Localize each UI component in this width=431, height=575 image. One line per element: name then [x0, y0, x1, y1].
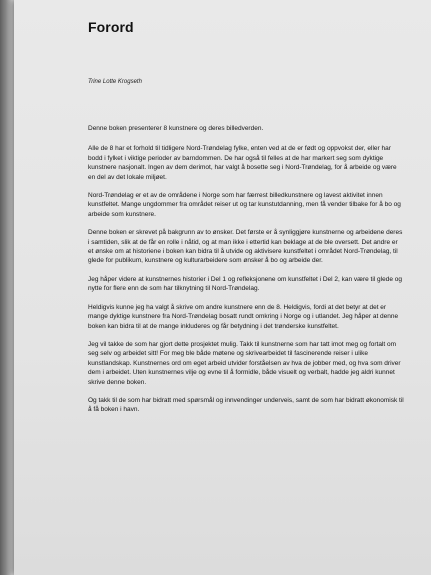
page-title: Forord: [88, 19, 134, 35]
paragraph: Denne boken presenterer 8 kunstnere og deres billedverden.: [88, 125, 264, 132]
paragraph: Denne boken er skrevet på bakgrunn av to ønsker. Det første er å synliggjøre kunstnerne og arbeidene deres i samtiden, slik at de får en rolle i nåtid, og at man ikke i ettertid kan beklage at de ble oversett. Det andre er et ønske om at historiene i boken kan bidra til å utvide og aktivisere kunstfeltet i området Nord-Trøndelag, til glede for publikum, kunstnere og kulturarbeidere som ønsker å bo og arbeide der.: [88, 229, 403, 265]
book-page: [14, 0, 431, 575]
body-text: [88, 124, 404, 424]
paragraph: Jeg håper videre at kunstnernes historier i Del 1 og refleksjonene om kunstfeltet i Del 2, kan være til glede og nytte for flere enn de som har tilknytning til Nord-Trøndelag.: [88, 275, 402, 293]
paragraph: Heldigvis kunne jeg ha valgt å skrive om andre kunstnere enn de 8. Heldigvis, fordi at det betyr at det er mange dyktige kunstnere fra Nord-Trøndelag bosatt rundt omkring i Norge og i utlandet. Jeg håper at denne boken kan bidra til at de mange inkluderes og får betydning i det trønderske kunstfeltet.: [88, 303, 399, 330]
paragraph: Og takk til de som har bidratt med spørsmål og innvendinger underveis, samt de som har bidratt økonomisk til å få boken i havn.: [88, 396, 404, 414]
paragraph: Jeg vil takke de som har gjort dette prosjektet mulig. Takk til kunstnerne som har tatt imot meg og fortalt om seg selv og arbeidet sitt! For meg ble både møtene og skrivearbeidet til fascinerende reiser i ulike kunstlandskap. Kunstnernes ord om eget arbeid utvider forståelsen av hva de jobber med, og hva som driver dem i arbeidet. Uten kunstnernes vilje og evne til å formidle, både visuelt og verbalt, hadde jeg aldri kunnet skrive denne boken.: [88, 340, 401, 386]
paragraph: Alle de 8 har et forhold til tidligere Nord-Trøndelag fylke, enten ved at de er født og oppvokst der, eller har bodd i fylket i viktige perioder av barndommen. De har også til felles at de har markert seg som dyktige kunstnere nasjonalt. Ingen av dem derimot, har valgt å bosette seg i Nord-Trøndelag, for å arbeide og være en del av det lokale miljøet.: [88, 145, 397, 181]
author-name: Trine Lotte Krogseth: [88, 79, 142, 85]
paragraph: Nord-Trøndelag er et av de områdene i Norge som har færrest billedkunstnere og lavest aktivitet innen kunstfeltet. Mange ungdommer fra området reiser ut og tar kunstutdanning, men få vender tilbake for å bo og arbeide som kunstnere.: [88, 192, 401, 218]
